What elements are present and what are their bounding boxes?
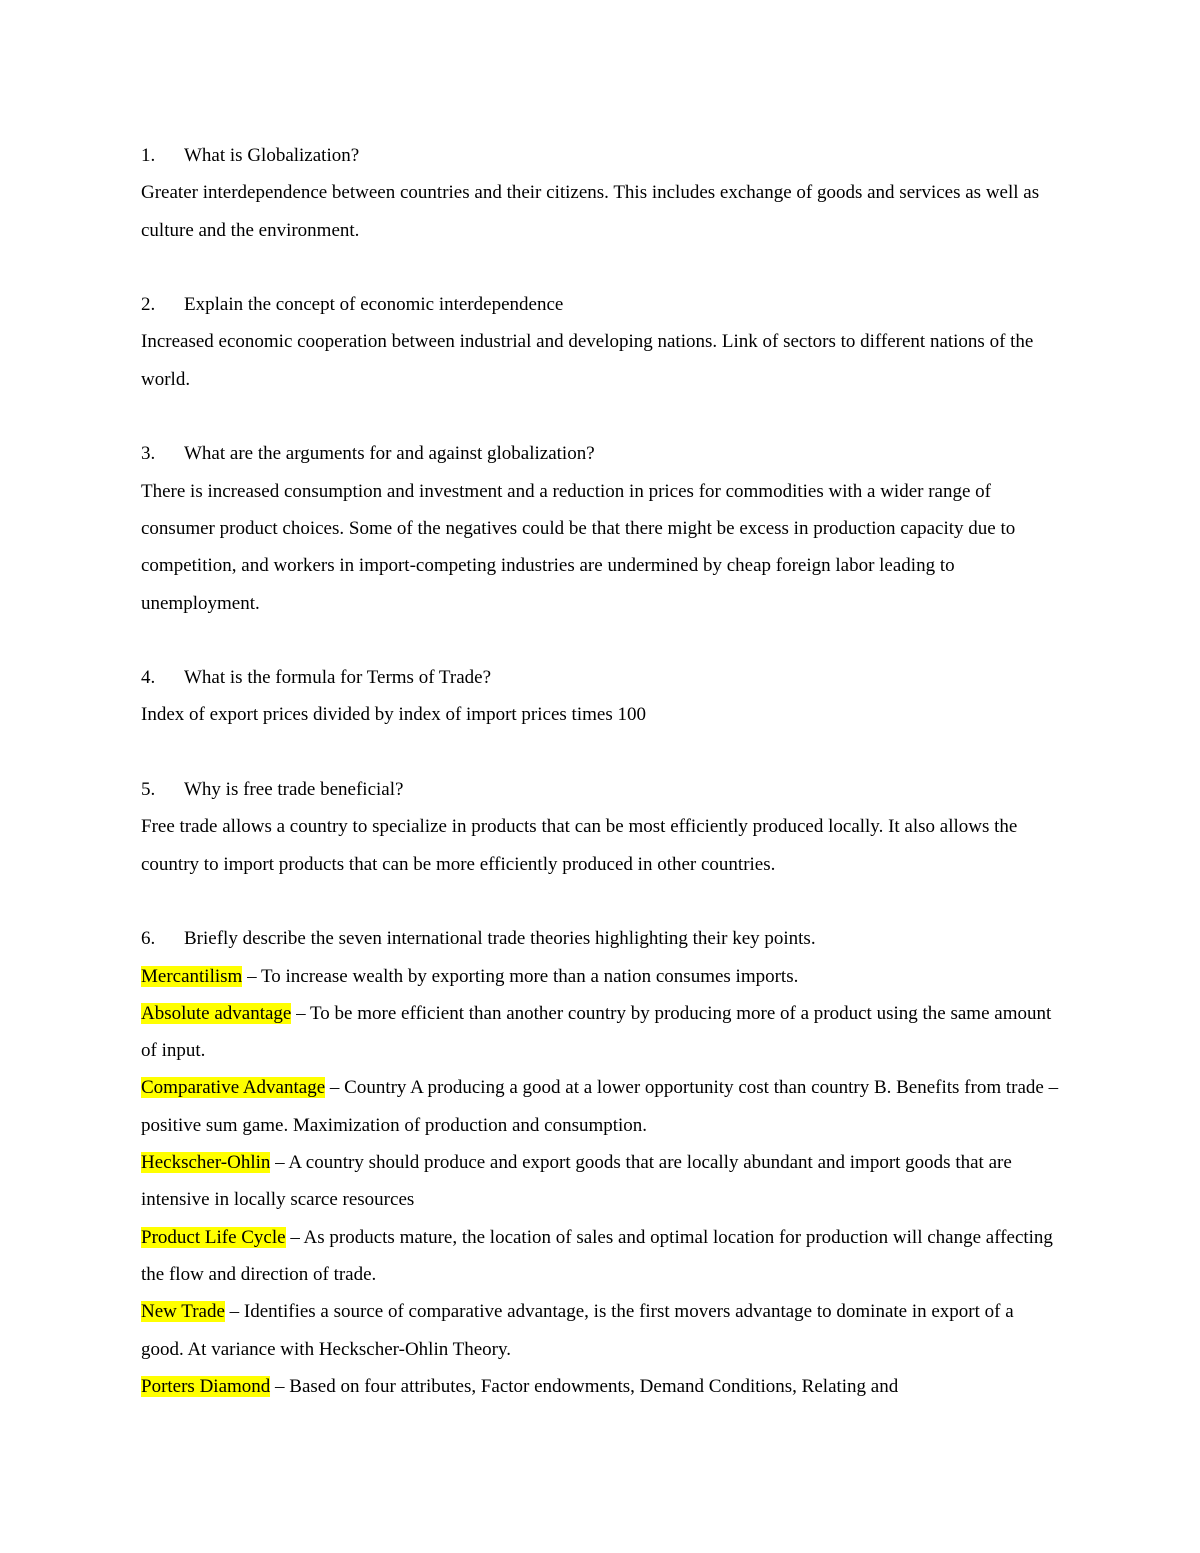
highlighted-term: Product Life Cycle [141, 1226, 286, 1248]
answer-3: There is increased consumption and investment and a reduction in prices for commodities with a wider range of consumer product choices. Some of the negatives could be that there might be excess in production capacity due to competition, and workers in import-competing industries are undermined by cheap foreign labor leading to unemployment. [141, 480, 1016, 614]
answer-5: Free trade allows a country to specialize in products that can be most efficiently produced locally. It also allows the country to import products that can be more efficiently produced in other countries. [141, 816, 1018, 875]
question-2 [141, 286, 1061, 323]
question-text: Explain the concept of economic interdependence [184, 294, 564, 316]
theory-mercantilism [141, 958, 1061, 995]
question-number: 5. [141, 779, 156, 801]
theory-description: – To increase wealth by exporting more than a nation consumes imports. [242, 965, 799, 987]
theory-description: – A country should produce and export goods that are locally abundant and import goods that are intensive in locally scarce resources [141, 1152, 1012, 1211]
highlighted-term: Porters Diamond [141, 1375, 271, 1397]
theory-heckscher-ohlin [141, 1144, 1061, 1219]
question-number: 2. [141, 294, 156, 316]
theory-description: – Based on four attributes, Factor endowments, Demand Conditions, Relating and [270, 1375, 899, 1397]
question-number: 3. [141, 443, 156, 465]
theory-absolute-advantage [141, 995, 1061, 1070]
highlighted-term: Comparative Advantage [141, 1077, 326, 1099]
highlighted-term: Heckscher-Ohlin [141, 1152, 271, 1174]
theory-description: – Identifies a source of comparative advantage, is the first movers advantage to dominate in export of a good. At variance with Heckscher-Ohlin Theory. [141, 1301, 1014, 1360]
question-text: What is Globalization? [184, 145, 360, 166]
answer-1: Greater interdependence between countries and their citizens. This includes exchange of goods and services as well as culture and the environment. [141, 182, 1040, 241]
question-text: Why is free trade beneficial? [184, 779, 404, 801]
theory-description: – Country A producing a good at a lower opportunity cost than country B. Benefits from trade – positive sum game. Maximization of production and consumption. [141, 1077, 1059, 1136]
question-number: 1. [141, 145, 156, 166]
question-text: Briefly describe the seven international trade theories highlighting their key points. [184, 928, 816, 950]
question-5 [141, 771, 1061, 808]
highlighted-term: Absolute advantage [141, 1002, 292, 1024]
question-text: What are the arguments for and against globalization? [184, 443, 595, 465]
question-text: What is the formula for Terms of Trade? [184, 667, 491, 689]
highlighted-term: Mercantilism [141, 965, 243, 987]
theory-new-trade [141, 1293, 1061, 1368]
question-6 [141, 920, 1061, 957]
theory-porters-diamond [141, 1368, 1061, 1405]
document-body [141, 137, 1061, 1405]
highlighted-term: New Trade [141, 1301, 225, 1323]
question-number: 4. [141, 667, 156, 689]
question-number: 6. [141, 928, 156, 950]
question-3 [141, 435, 1061, 472]
theory-description: – As products mature, the location of sales and optimal location for production will change affecting the flow and direction of trade. [141, 1226, 1053, 1285]
theory-product-life-cycle [141, 1219, 1061, 1294]
question-4 [141, 659, 1061, 696]
theory-description: – To be more efficient than another country by producing more of a product using the same amount of input. [141, 1002, 1052, 1062]
theory-comparative-advantage [141, 1069, 1061, 1144]
question-1 [141, 137, 1061, 174]
answer-4: Index of export prices divided by index of import prices times 100 [141, 704, 646, 726]
answer-2: Increased economic cooperation between industrial and developing nations. Link of sectors to different nations of the world. [141, 331, 1034, 390]
